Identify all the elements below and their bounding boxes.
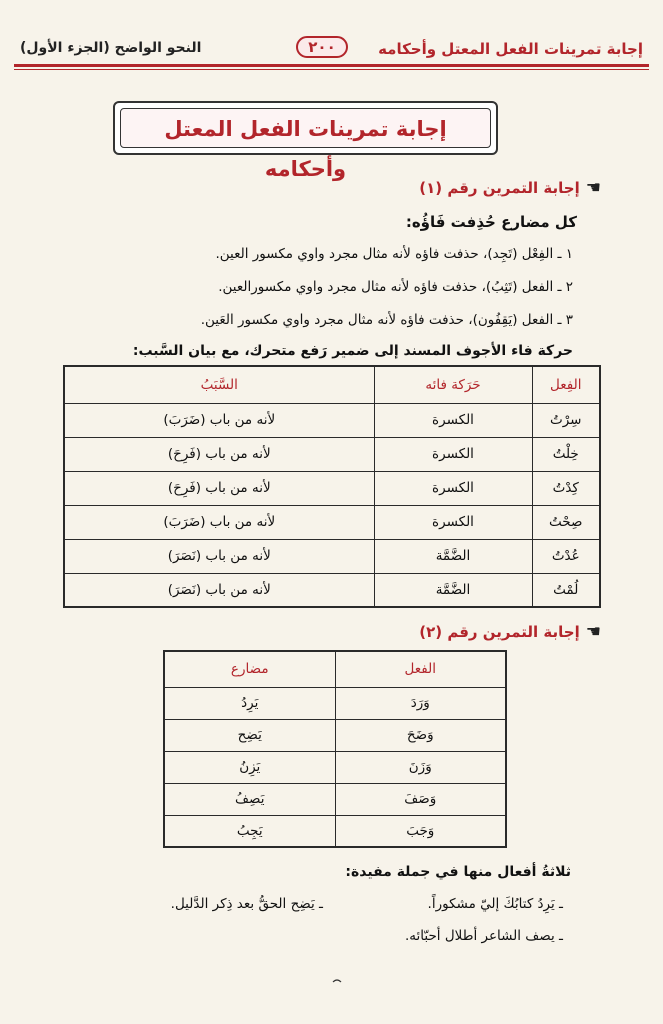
reason-cell: لأنه من باب (نَصَرَ) (64, 539, 374, 573)
table-row (64, 403, 600, 437)
reason-cell: لأنه من باب (ضَرَبَ) (64, 505, 374, 539)
table-row (64, 471, 600, 505)
verb-cell: وَجَبَ (335, 815, 506, 847)
vowel-cell: الضَّمَّة (374, 539, 532, 573)
column-header: مضارع (164, 651, 335, 687)
verb-cell: كِدْتُ (532, 471, 600, 505)
verb-cell: عُدْتُ (532, 539, 600, 573)
table-row (164, 815, 506, 847)
page-title: إجابة تمرينات الفعل المعتل وأحكامه (120, 108, 491, 148)
reason-cell: لأنه من باب (فَرِحَ) (64, 437, 374, 471)
verb-cell: صِحْتُ (532, 505, 600, 539)
header-rule (14, 64, 649, 67)
sentences-intro: ثلاثةُ أفعال منها في جملة مفيدة: (345, 864, 571, 880)
table-row (164, 783, 506, 815)
pointing-hand-icon: ☚ (585, 178, 601, 198)
table-row (164, 719, 506, 751)
table-row (64, 573, 600, 607)
table-row (164, 751, 506, 783)
column-header: الفعل (335, 651, 506, 687)
exercise1-heading (419, 178, 601, 198)
pointing-hand-icon: ☚ (585, 622, 601, 642)
header-chapter-title: إجابة تمرينات الفعل المعتل وأحكامه (378, 40, 643, 58)
exercise1-table-intro: حركة فاء الأجوف المسند إلى ضمير رَفع متحرك، مع بيان السَّبب: (132, 343, 573, 359)
verb-cell: خِلْتُ (532, 437, 600, 471)
verb-cell: وَصَفَ (335, 783, 506, 815)
table-header-row (64, 366, 600, 403)
reason-cell: لأنه من باب (ضَرَبَ) (64, 403, 374, 437)
exercise1-line: ٢ ـ الفعل (تَثِبُ)، حذفت فاؤه لأنه مثال مجرد واوي مكسورالعين. (218, 279, 573, 295)
exercise2-heading-text: إجابة التمرين رقم (٢) (419, 623, 580, 641)
header-rule-thin (14, 69, 649, 70)
present-cell: يَزِنُ (164, 751, 335, 783)
column-header: السَّبَبُ (64, 366, 374, 403)
example-sentence: ـ يصف الشاعر أطلال أحبّائه. (404, 928, 563, 944)
exercise1-line: ٣ ـ الفعل (يَقِفُون)، حذفت فاؤه لأنه مثال مجرد واوي مكسور العَين. (200, 312, 573, 328)
page-mark-icon (332, 978, 342, 984)
vowel-cell: الكسرة (374, 505, 532, 539)
exercise1-heading-text: إجابة التمرين رقم (١) (419, 179, 580, 197)
assimilated-verbs-table (163, 650, 507, 848)
reason-cell: لأنه من باب (نَصَرَ) (64, 573, 374, 607)
vowel-cell: الضَّمَّة (374, 573, 532, 607)
reason-cell: لأنه من باب (فَرِحَ) (64, 471, 374, 505)
running-header (14, 36, 649, 66)
exercise2-heading (419, 622, 601, 642)
page-number: ٢٠٠ (296, 36, 348, 58)
vowel-cell: الكسرة (374, 403, 532, 437)
present-cell: يَرِدُ (164, 687, 335, 719)
header-book-title: النحو الواضح (الجزء الأول) (20, 40, 202, 56)
verb-cell: سِرْتُ (532, 403, 600, 437)
column-header: حَرَكة فائه (374, 366, 532, 403)
column-header: الفِعل (532, 366, 600, 403)
table-row (64, 539, 600, 573)
present-cell: يَضِح (164, 719, 335, 751)
vowel-cell: الكسرة (374, 437, 532, 471)
table-row (64, 437, 600, 471)
example-sentence: ـ يَضِح الحقُّ بعد ذِكر الدَّليل. (170, 896, 323, 912)
title-box (113, 101, 498, 181)
present-cell: يَجِبُ (164, 815, 335, 847)
vowel-cell: الكسرة (374, 471, 532, 505)
verb-cell: لُمْتُ (532, 573, 600, 607)
table-header-row (164, 651, 506, 687)
exercise1-line: ١ ـ الفِعْل (تَجِد)، حذفت فاؤه لأنه مثال مجرد واوي مكسور العين. (215, 246, 573, 262)
verb-cell: وَزَنَ (335, 751, 506, 783)
table-row (164, 687, 506, 719)
verb-cell: وَرَدَ (335, 687, 506, 719)
example-sentence: ـ يَرِدُ كتابُكَ إليّ مشكوراً. (427, 896, 563, 912)
table-row (64, 505, 600, 539)
exercise1-intro: كل مضارع حُذِفت فَاؤُه: (405, 213, 577, 231)
present-cell: يَصِفُ (164, 783, 335, 815)
verb-cell: وَضَحَ (335, 719, 506, 751)
hollow-verbs-table (63, 365, 601, 608)
